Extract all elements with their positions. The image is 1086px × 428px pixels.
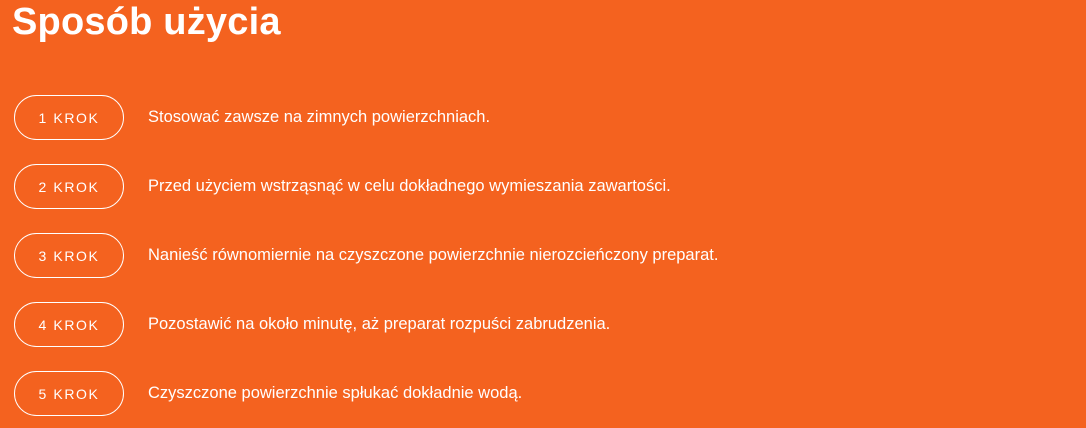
step-badge: 5 KROK (14, 371, 124, 416)
list-item (0, 83, 1086, 152)
list-item (0, 152, 1086, 221)
step-badge: 4 KROK (14, 302, 124, 347)
step-text: Nanieść równomiernie na czyszczone powierzchnie nierozcieńczony preparat. (148, 246, 719, 265)
list-item (0, 359, 1086, 428)
step-text: Przed użyciem wstrząsnąć w celu dokładnego wymieszania zawartości. (148, 177, 671, 196)
step-badge: 3 KROK (14, 233, 124, 278)
step-badge: 2 KROK (14, 164, 124, 209)
step-text: Czyszczone powierzchnie spłukać dokładnie wodą. (148, 384, 523, 403)
page-title: Sposób użycia (12, 1, 281, 43)
steps-list (0, 83, 1086, 428)
list-item (0, 290, 1086, 359)
step-text: Stosować zawsze na zimnych powierzchniach. (148, 108, 491, 127)
step-text: Pozostawić na około minutę, aż preparat rozpuści zabrudzenia. (148, 315, 611, 334)
list-item (0, 221, 1086, 290)
step-badge: 1 KROK (14, 95, 124, 140)
